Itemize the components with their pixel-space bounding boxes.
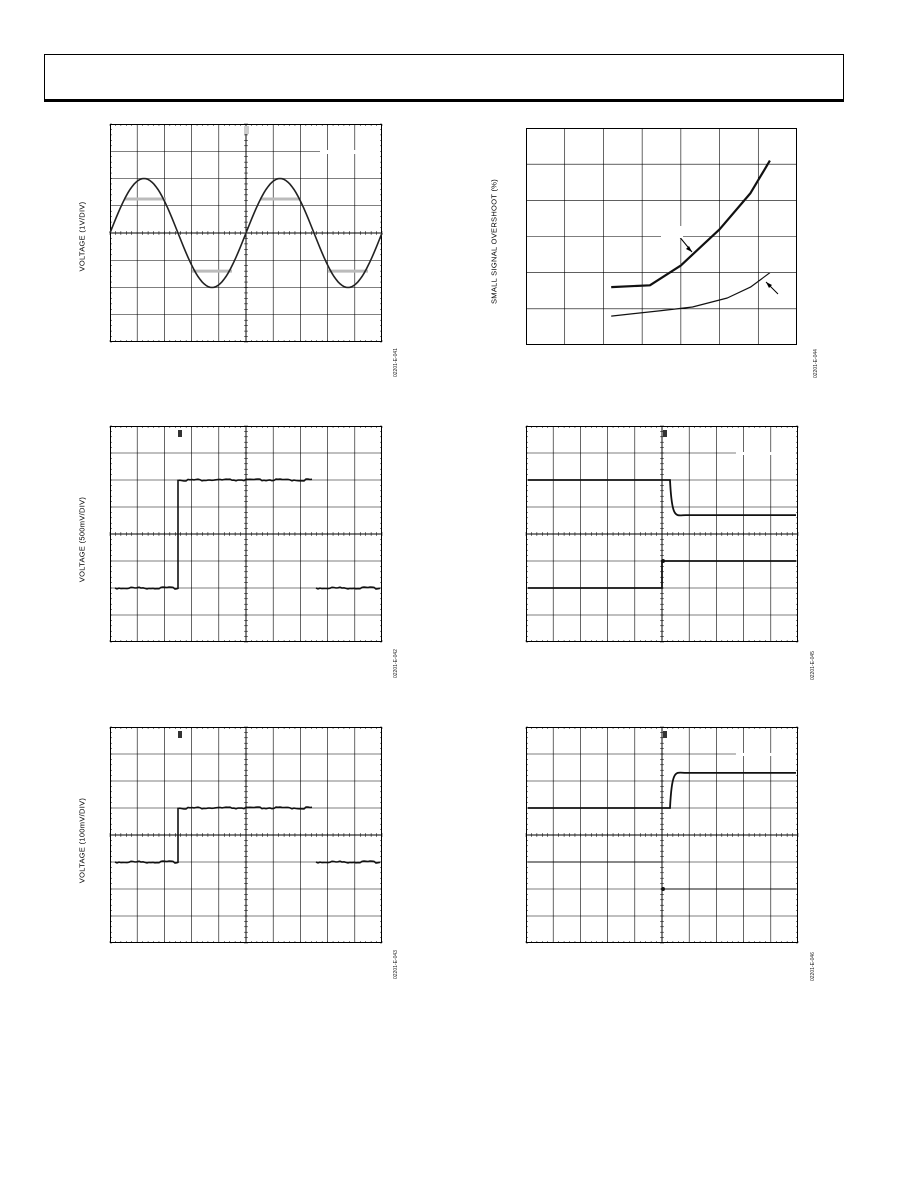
fig2-plot bbox=[110, 426, 382, 642]
fig2-trigger-marker bbox=[178, 430, 182, 437]
fig5-legend-area bbox=[736, 452, 796, 455]
fig6-trigger-marker bbox=[663, 731, 667, 738]
fig3-trigger-marker bbox=[178, 731, 182, 738]
fig6-svg bbox=[526, 727, 798, 943]
fig1-ylabel: VOLTAGE (1V/DIV) bbox=[77, 201, 87, 272]
fig1-legend-area bbox=[320, 150, 380, 154]
fig4-id: 02201-E-044 bbox=[813, 349, 819, 378]
fig6-legend-area bbox=[736, 753, 796, 756]
page-header-box bbox=[44, 54, 844, 102]
fig1-trigger-marker bbox=[244, 126, 249, 134]
fig3-ylabel: VOLTAGE (100mV/DIV) bbox=[77, 797, 87, 884]
fig6-plot bbox=[526, 727, 798, 943]
fig4-series-1 bbox=[611, 161, 770, 288]
fig2-id: 02201-E-042 bbox=[393, 649, 399, 678]
fig1-id: 02201-E-041 bbox=[393, 348, 399, 377]
fig3-id: 02201-E-043 bbox=[393, 950, 399, 979]
fig5-series-2 bbox=[528, 561, 796, 588]
fig5-plot bbox=[526, 426, 798, 642]
fig4-svg bbox=[526, 128, 797, 345]
fig6-series-2 bbox=[528, 862, 796, 889]
fig5-spike-marker bbox=[661, 559, 665, 563]
fig4-plot bbox=[526, 128, 797, 345]
fig2-ylabel: VOLTAGE (500mV/DIV) bbox=[77, 496, 87, 583]
fig1-plot bbox=[110, 124, 382, 342]
fig1-svg bbox=[110, 124, 382, 342]
fig3-svg bbox=[110, 727, 382, 943]
fig2-svg bbox=[110, 426, 382, 642]
fig4-arrowhead-1 bbox=[686, 246, 692, 252]
fig4-ylabel: SMALL SIGNAL OVERSHOOT (%) bbox=[489, 178, 499, 305]
fig5-id: 02201-E-045 bbox=[810, 651, 816, 680]
fig6-spike-marker bbox=[661, 887, 665, 891]
fig3-plot bbox=[110, 727, 382, 943]
fig6-id: 02201-E-046 bbox=[810, 952, 816, 981]
fig4-label-area bbox=[661, 226, 683, 238]
fig4-series-2 bbox=[611, 273, 770, 316]
fig5-trigger-marker bbox=[663, 430, 667, 437]
fig5-svg bbox=[526, 426, 798, 642]
